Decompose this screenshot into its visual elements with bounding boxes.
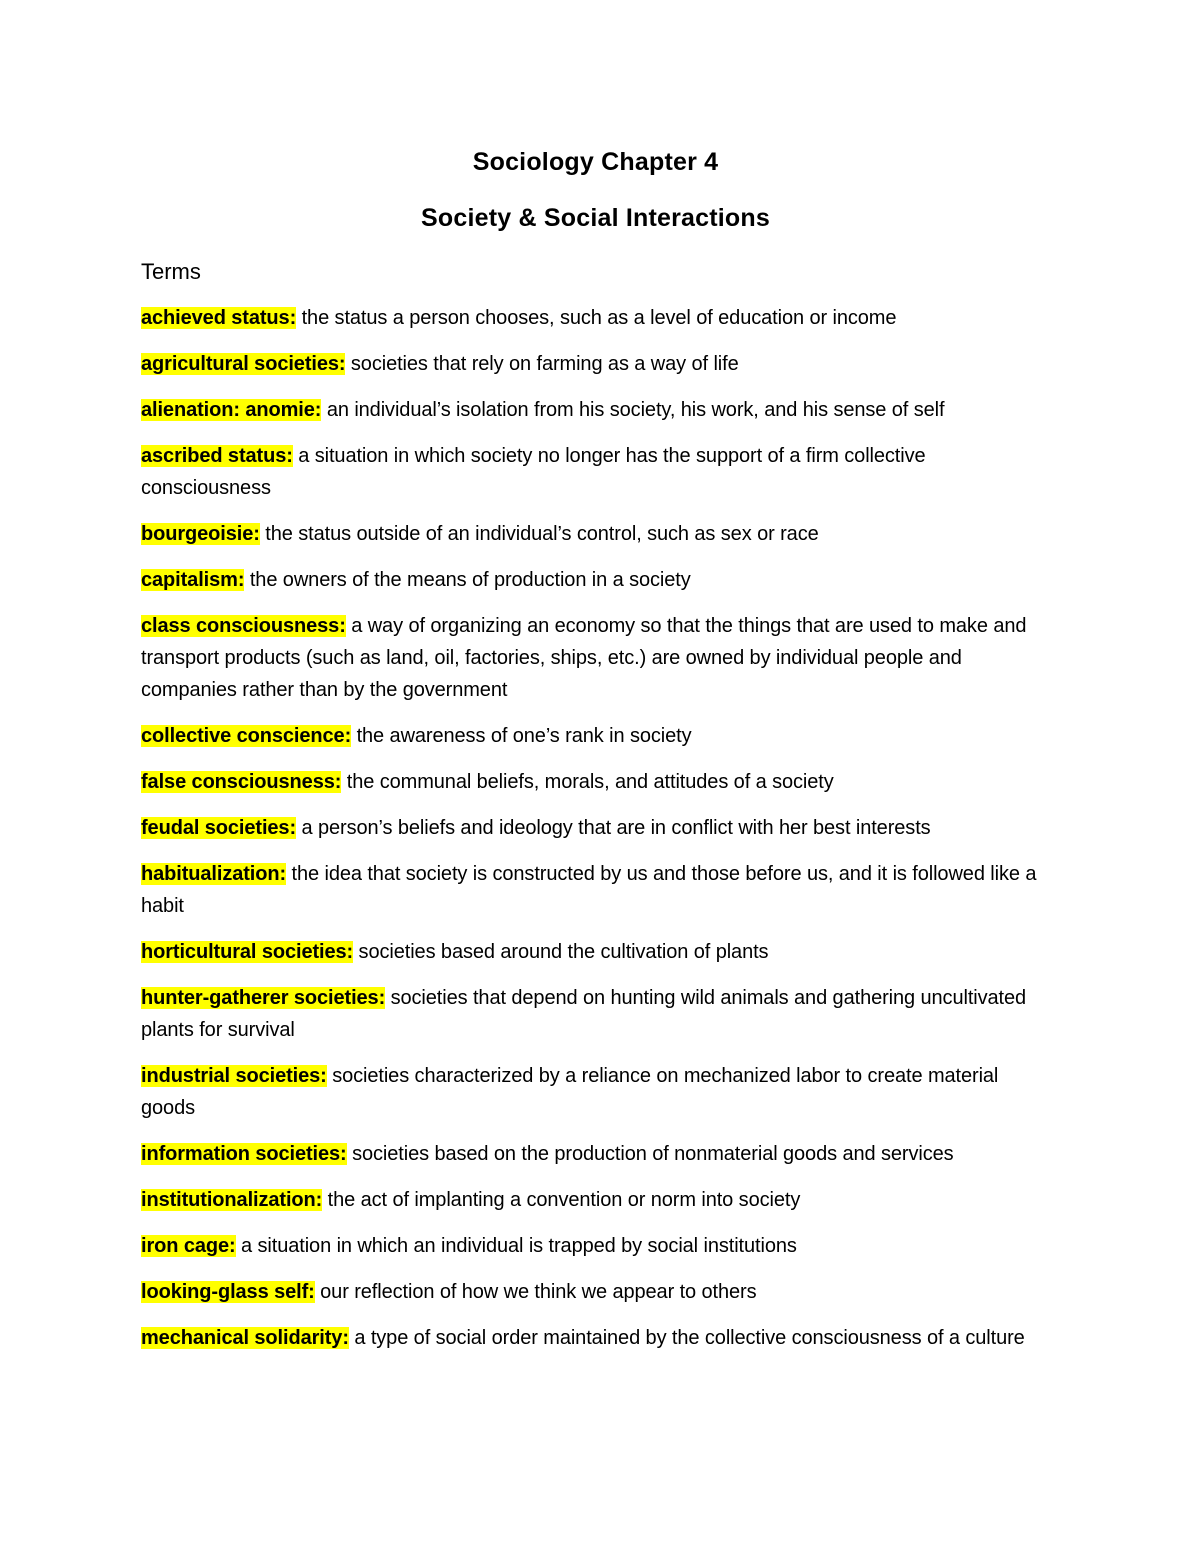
term-definition: the owners of the means of production in a society bbox=[244, 569, 691, 591]
term-name: alienation: anomie: bbox=[141, 399, 322, 421]
term-entry bbox=[141, 858, 1050, 922]
term-name: collective conscience: bbox=[141, 725, 352, 747]
term-name: habitualization: bbox=[141, 863, 287, 885]
term-definition: the communal beliefs, morals, and attitudes of a society bbox=[341, 771, 834, 793]
term-definition: the act of implanting a convention or norm into society bbox=[322, 1189, 801, 1211]
term-definition: a type of social order maintained by the collective consciousness of a culture bbox=[348, 1327, 1025, 1349]
term-name: feudal societies: bbox=[141, 817, 297, 839]
term-name: looking-glass self: bbox=[141, 1281, 315, 1303]
term-definition: a way of organizing an economy so that the things that are used to make and transport products (such as land, oil, factories, ships, etc.) are owned by individual people and companies rather than by the government bbox=[141, 615, 1027, 701]
term-name: mechanical solidarity: bbox=[141, 1327, 349, 1349]
term-definition: societies based around the cultivation of plants bbox=[353, 941, 769, 963]
term-definition: a situation in which society no longer has the support of a firm collective consciousness bbox=[141, 445, 926, 499]
term-definition: an individual’s isolation from his society, his work, and his sense of self bbox=[321, 399, 945, 421]
term-name: false consciousness: bbox=[141, 771, 342, 793]
term-entry bbox=[141, 1060, 1050, 1124]
term-definition: our reflection of how we think we appear to others bbox=[314, 1281, 757, 1303]
section-heading-terms: Terms bbox=[141, 259, 201, 284]
term-list bbox=[141, 302, 1050, 1354]
term-entry bbox=[141, 348, 1050, 380]
term-definition: the awareness of one’s rank in society bbox=[351, 725, 692, 747]
term-definition: societies based on the production of nonmaterial goods and services bbox=[346, 1143, 954, 1165]
term-definition: the status outside of an individual’s control, such as sex or race bbox=[259, 523, 819, 545]
term-entry bbox=[141, 440, 1050, 504]
term-entry bbox=[141, 1184, 1050, 1216]
document-title: Sociology Chapter 4 bbox=[472, 148, 719, 176]
term-entry bbox=[141, 394, 1050, 426]
term-entry bbox=[141, 1322, 1050, 1354]
term-definition: the idea that society is constructed by us and those before us, and it is followed like a habit bbox=[141, 863, 1037, 917]
term-entry bbox=[141, 936, 1050, 968]
term-definition: a person’s beliefs and ideology that are in conflict with her best interests bbox=[296, 817, 931, 839]
term-entry bbox=[141, 1138, 1050, 1170]
term-definition: the status a person chooses, such as a level of education or income bbox=[296, 307, 897, 329]
term-entry bbox=[141, 812, 1050, 844]
term-entry bbox=[141, 1230, 1050, 1262]
term-name: hunter-gatherer societies: bbox=[141, 987, 386, 1009]
term-name: capitalism: bbox=[141, 569, 245, 591]
term-entry bbox=[141, 564, 1050, 596]
term-definition: societies that rely on farming as a way of life bbox=[345, 353, 739, 375]
term-name: horticultural societies: bbox=[141, 941, 354, 963]
term-entry bbox=[141, 302, 1050, 334]
term-entry bbox=[141, 982, 1050, 1046]
term-definition: societies that depend on hunting wild animals and gathering uncultivated plants for survival bbox=[141, 987, 1027, 1041]
term-entry bbox=[141, 720, 1050, 752]
term-name: achieved status: bbox=[141, 307, 297, 329]
term-name: iron cage: bbox=[141, 1235, 236, 1257]
term-definition: a situation in which an individual is trapped by social institutions bbox=[235, 1235, 797, 1257]
term-entry bbox=[141, 1276, 1050, 1308]
term-entry bbox=[141, 610, 1050, 706]
term-name: institutionalization: bbox=[141, 1189, 323, 1211]
term-name: industrial societies: bbox=[141, 1065, 327, 1087]
term-name: agricultural societies: bbox=[141, 353, 346, 375]
term-entry bbox=[141, 766, 1050, 798]
document-subtitle: Society & Social Interactions bbox=[421, 204, 770, 232]
term-name: class consciousness: bbox=[141, 615, 346, 637]
term-name: ascribed status: bbox=[141, 445, 293, 467]
term-entry bbox=[141, 518, 1050, 550]
term-name: information societies: bbox=[141, 1143, 347, 1165]
term-name: bourgeoisie: bbox=[141, 523, 260, 545]
term-definition: societies characterized by a reliance on mechanized labor to create material goods bbox=[141, 1065, 999, 1119]
